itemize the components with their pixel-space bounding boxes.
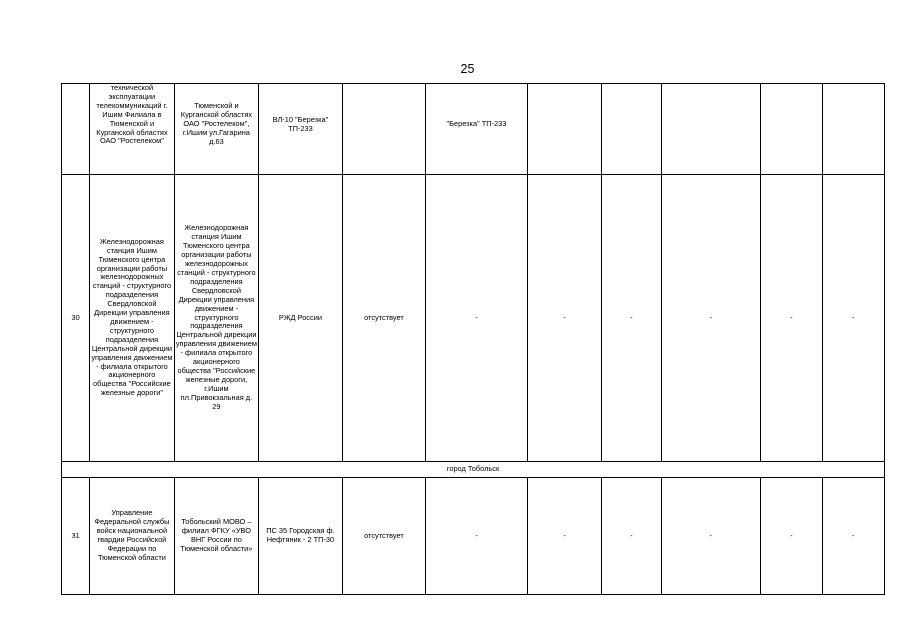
table-cell: -: [527, 478, 601, 595]
table-cell: -: [822, 175, 884, 462]
transformer-point: -: [426, 175, 528, 462]
table-cell: -: [661, 175, 761, 462]
table-cell: -: [602, 175, 661, 462]
power-source: ПС 35 Городская ф. Нефтяник - 2 ТП-30: [259, 478, 343, 595]
row-number: 30: [62, 175, 90, 462]
object-name: Управление Федеральной службы войск национальной гвардии Российской Федерации по Тюменской области: [90, 478, 175, 595]
substation: отсутствует: [342, 175, 426, 462]
table-cell: [661, 84, 761, 175]
table-cell: [761, 84, 822, 175]
page-number: 25: [460, 62, 475, 76]
table-cell: -: [602, 478, 661, 595]
row-number: [62, 84, 90, 175]
row-number: 31: [62, 478, 90, 595]
section-row: [62, 462, 885, 478]
power-source: ВЛ-10 "Березка" ТП-233: [259, 84, 343, 175]
table-cell: -: [661, 478, 761, 595]
transformer-point: -: [426, 478, 528, 595]
objects-table: [61, 83, 885, 595]
object-name: Железнодорожная станция Ишим Тюменского центра организации работы железнодорожных станций - структурного подразделения Свердловской Дирекции управления движением - структурного подразделения Центральной дирекции управления движением - филиала открытого акционерного общества "Российские железные дороги": [90, 175, 175, 462]
power-source: РЖД России: [259, 175, 343, 462]
table-cell: [602, 84, 661, 175]
table-cell: [527, 84, 601, 175]
table-cell: -: [761, 478, 822, 595]
table-row: [62, 175, 885, 462]
owner-address: Железнодорожная станция Ишим Тюменского центра организации работы железнодорожных станций - структурного подразделения Свердловской Дирекции управления движением - структурного подразделения Центральной дирекции управления движением - филиала открытого акционерного общества "Российские железные дороги, г.Ишим пл.Привокзальная д. 29: [174, 175, 259, 462]
transformer-point: "Березка" ТП-233: [426, 84, 528, 175]
city-heading: город Тобольск: [62, 462, 885, 478]
table-row: [62, 84, 885, 175]
owner-address: Тюменской и Курганской областях ОАО "Ростелеком", г.Ишим ул.Гагарина д.63: [174, 84, 259, 175]
table-cell: [822, 84, 884, 175]
table-cell: -: [822, 478, 884, 595]
object-name: технической эксплуатации телекоммуникаций г. Ишим Филиала в Тюменской и Курганской областях ОАО "Ростелеком": [90, 84, 175, 175]
substation: [342, 84, 426, 175]
table-row: [62, 478, 885, 595]
table-cell: -: [527, 175, 601, 462]
table-cell: -: [761, 175, 822, 462]
owner-address: Тобольский МОВО – филиал ФГКУ «УВО ВНГ России по Тюменской области»: [174, 478, 259, 595]
substation: отсутствует: [342, 478, 426, 595]
